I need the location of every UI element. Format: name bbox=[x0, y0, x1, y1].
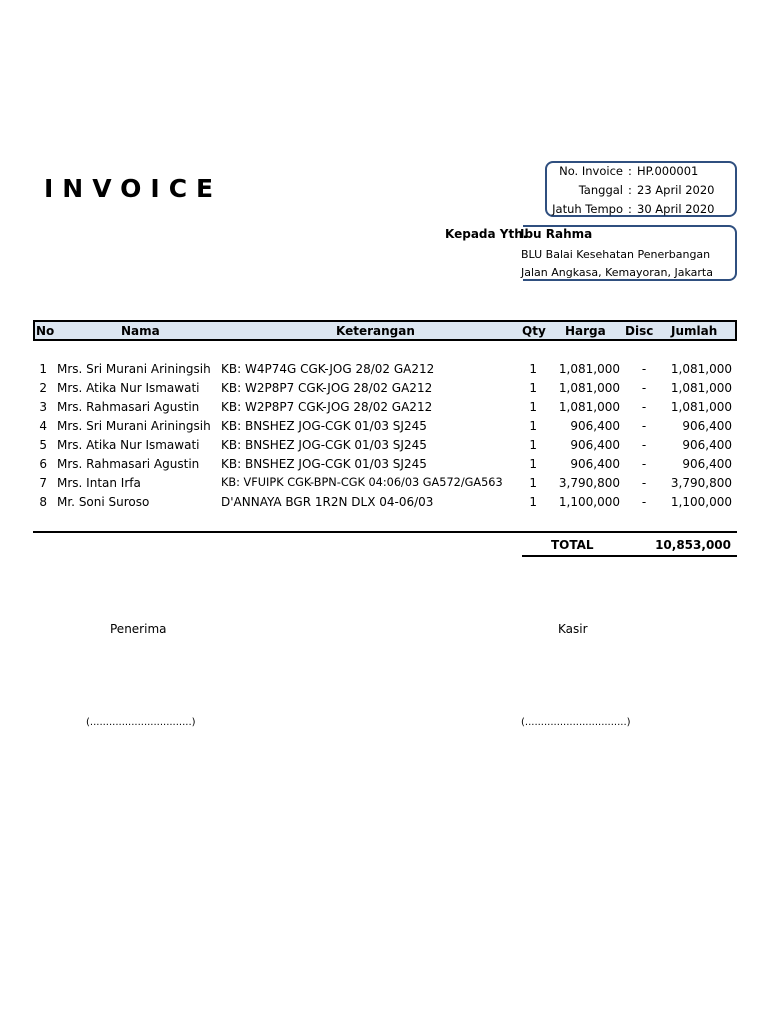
row-no: 4 bbox=[39, 419, 47, 433]
row-disc: - bbox=[641, 419, 647, 433]
row-qty: 1 bbox=[529, 476, 537, 490]
invoice-date-colon: : bbox=[628, 183, 632, 197]
row-nama: Mr. Soni Suroso bbox=[57, 495, 150, 509]
header-no: No bbox=[36, 324, 55, 338]
total-value: 10,853,000 bbox=[655, 538, 731, 552]
header-qty: Qty bbox=[522, 324, 546, 338]
row-harga: 1,100,000 bbox=[558, 495, 620, 509]
row-qty: 1 bbox=[529, 457, 537, 471]
table-row bbox=[0, 400, 768, 419]
recipient-name: Ibu Rahma bbox=[520, 227, 593, 241]
row-keterangan: KB: W2P8P7 CGK-JOG 28/02 GA212 bbox=[221, 400, 433, 414]
row-keterangan: KB: BNSHEZ JOG-CGK 01/03 SJ245 bbox=[221, 419, 427, 433]
header-disc: Disc bbox=[625, 324, 654, 338]
row-qty: 1 bbox=[529, 438, 537, 452]
row-disc: - bbox=[641, 457, 647, 471]
row-keterangan: KB: BNSHEZ JOG-CGK 01/03 SJ245 bbox=[221, 438, 427, 452]
table-row bbox=[0, 438, 768, 457]
row-jumlah: 906,400 bbox=[682, 419, 732, 433]
header-harga: Harga bbox=[565, 324, 606, 338]
table-row bbox=[0, 476, 768, 495]
row-harga: 3,790,800 bbox=[558, 476, 620, 490]
row-jumlah: 1,100,000 bbox=[670, 495, 732, 509]
due-date-label: Jatuh Tempo bbox=[552, 202, 623, 216]
table-row bbox=[0, 381, 768, 400]
row-qty: 1 bbox=[529, 419, 537, 433]
due-date-value: 30 April 2020 bbox=[637, 202, 715, 216]
table-row bbox=[0, 419, 768, 438]
row-keterangan: KB: W4P74G CGK-JOG 28/02 GA212 bbox=[221, 362, 435, 376]
row-jumlah: 3,790,800 bbox=[670, 476, 732, 490]
row-nama: Mrs. Atika Nur Ismawati bbox=[57, 438, 200, 452]
receiver-label: Penerima bbox=[110, 622, 167, 636]
row-no: 3 bbox=[39, 400, 47, 414]
row-no: 5 bbox=[39, 438, 47, 452]
row-jumlah: 1,081,000 bbox=[670, 362, 732, 376]
recipient-label: Kepada Yth. bbox=[445, 227, 528, 241]
row-keterangan: KB: VFUIPK CGK-BPN-CGK 04:06/03 GA572/GA563 bbox=[221, 476, 503, 489]
table-row bbox=[0, 495, 768, 514]
row-disc: - bbox=[641, 495, 647, 509]
receiver-signature-line: (................................) bbox=[86, 717, 196, 728]
invoice-meta bbox=[545, 161, 737, 217]
row-nama: Mrs. Rahmasari Agustin bbox=[57, 457, 200, 471]
row-no: 7 bbox=[39, 476, 47, 490]
row-nama: Mrs. Atika Nur Ismawati bbox=[57, 381, 200, 395]
recipient-line-2: Jalan Angkasa, Kemayoran, Jakarta bbox=[521, 266, 713, 279]
table-row bbox=[0, 457, 768, 476]
row-disc: - bbox=[641, 400, 647, 414]
row-harga: 906,400 bbox=[570, 457, 620, 471]
row-nama: Mrs. Intan Irfa bbox=[57, 476, 141, 490]
row-no: 2 bbox=[39, 381, 47, 395]
row-no: 6 bbox=[39, 457, 47, 471]
total-rule bbox=[522, 555, 737, 557]
row-qty: 1 bbox=[529, 381, 537, 395]
row-jumlah: 1,081,000 bbox=[670, 381, 732, 395]
row-no: 8 bbox=[39, 495, 47, 509]
cashier-label: Kasir bbox=[558, 622, 588, 636]
total-label: TOTAL bbox=[551, 538, 594, 552]
row-qty: 1 bbox=[529, 400, 537, 414]
row-harga: 906,400 bbox=[570, 438, 620, 452]
row-no: 1 bbox=[39, 362, 47, 376]
recipient-line-1: BLU Balai Kesehatan Penerbangan bbox=[521, 248, 711, 261]
row-nama: Mrs. Sri Murani Ariningsih bbox=[57, 419, 211, 433]
row-jumlah: 906,400 bbox=[682, 438, 732, 452]
row-nama: Mrs. Sri Murani Ariningsih bbox=[57, 362, 211, 376]
header-nama: Nama bbox=[121, 324, 160, 338]
row-jumlah: 1,081,000 bbox=[670, 400, 732, 414]
row-keterangan: KB: BNSHEZ JOG-CGK 01/03 SJ245 bbox=[221, 457, 427, 471]
invoice-date-value: 23 April 2020 bbox=[637, 183, 715, 197]
row-harga: 906,400 bbox=[570, 419, 620, 433]
table-row bbox=[0, 362, 768, 381]
invoice-number-label: No. Invoice bbox=[559, 164, 623, 178]
row-harga: 1,081,000 bbox=[558, 381, 620, 395]
table-header bbox=[33, 320, 737, 341]
row-disc: - bbox=[641, 438, 647, 452]
row-qty: 1 bbox=[529, 362, 537, 376]
row-disc: - bbox=[641, 381, 647, 395]
row-nama: Mrs. Rahmasari Agustin bbox=[57, 400, 200, 414]
row-keterangan: D'ANNAYA BGR 1R2N DLX 04-06/03 bbox=[221, 495, 434, 509]
due-date-colon: : bbox=[628, 202, 632, 216]
row-qty: 1 bbox=[529, 495, 537, 509]
header-keterangan: Keterangan bbox=[336, 324, 415, 338]
row-disc: - bbox=[641, 362, 647, 376]
table-bottom-rule bbox=[33, 531, 737, 533]
row-disc: - bbox=[641, 476, 647, 490]
cashier-signature-line: (................................) bbox=[521, 717, 631, 728]
invoice-title: INVOICE bbox=[44, 174, 223, 203]
row-harga: 1,081,000 bbox=[558, 400, 620, 414]
invoice-number-colon: : bbox=[628, 164, 632, 178]
row-keterangan: KB: W2P8P7 CGK-JOG 28/02 GA212 bbox=[221, 381, 433, 395]
invoice-number-value: HP.000001 bbox=[637, 164, 699, 178]
row-harga: 1,081,000 bbox=[558, 362, 620, 376]
row-jumlah: 906,400 bbox=[682, 457, 732, 471]
invoice-date-label: Tanggal bbox=[578, 183, 623, 197]
header-jumlah: Jumlah bbox=[671, 324, 718, 338]
